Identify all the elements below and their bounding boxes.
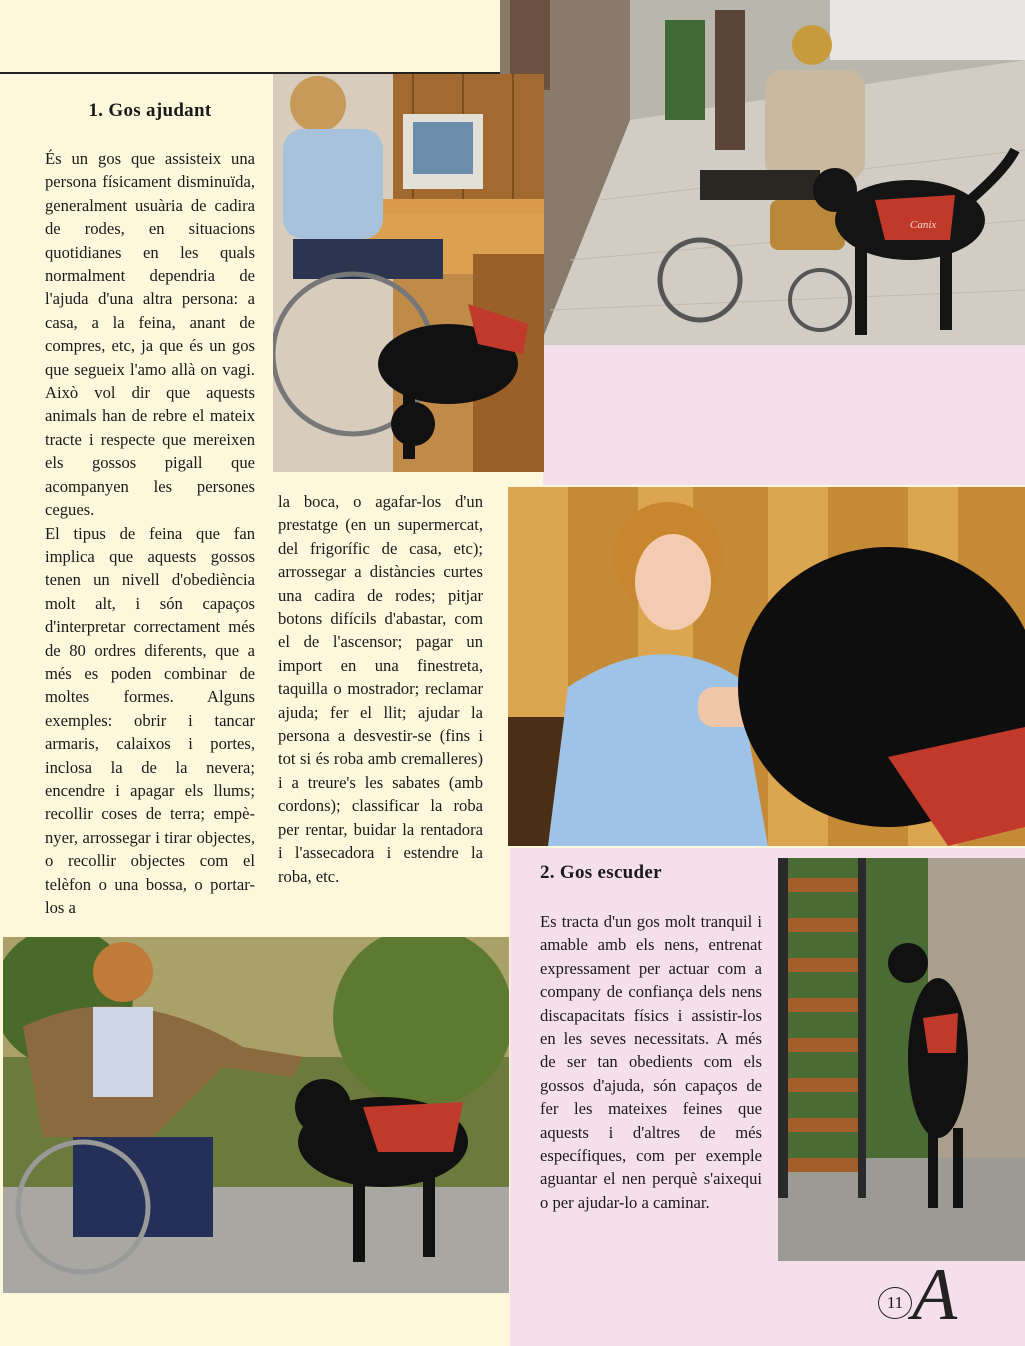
header-rule [0,0,500,72]
section1-column-right [278,490,483,888]
photo-dog-pulling-jacket [3,937,509,1293]
section2-paragraph-1: Es tracta d'un gos molt tranquil i amable amb els nens, entrenat expressament per actuar com a company de confiança dels nens discapacitats físics i assistir-los en les seves necessitats. A més de ser tan obedients com els gossos d'ajuda, són capaços de fer les mateixes feines que aquests i d'altres de més específiques, com per exemple aguantar el nen perquè s'aixequi o per ajudar-lo a caminar. [540,912,762,1212]
section2-heading: 2. Gos escuder [540,862,662,883]
vest-logo-text: Canix [910,219,937,231]
section2-column [540,910,762,1214]
photo-desk-computer [273,74,544,472]
section1-heading: 1. Gos ajudant [88,100,212,121]
photo-dog-jumping-gate [778,858,1025,1261]
section1-paragraph-2: El tipus de feina que fan implica que aquests gossos tenen un nivell d'obediència molt alt, i són capaços d'interpretar correctament més de 80 ordres diferents, que a més es poden combinar de moltes formes. Alguns exemples: obrir i tancar armaris, calaixos i portes, inclosa la de la nevera; encendre i apagar els llums; recollir coses de terra; empè-nyer, arrossegar i tirar objectes, o recollir objectes com el telèfon o una bossa, o portar-los a [45,523,255,917]
page-number-badge [878,1287,912,1319]
magazine-logo-letter: A [912,1254,958,1336]
photo-street-wheelchair [500,0,1025,345]
photo-dog-holding-can [508,487,1025,846]
section1-column-left [45,147,255,919]
page-number: 11 [886,1293,904,1312]
pink-panel-top-right [543,345,1025,485]
section1-paragraph-1: És un gos que assisteix una persona físicament disminuïda, generalment usuària de cadira de rodes, en situacions quotidianes en les quals normalment dependria de l'ajuda d'una altra persona: a casa, a la feina, anant de compres, etc, ja que és un gos que segueix l'amo allà on vagi. Això vol dir que aquests animals han de rebre el mateix tracte i respecte que mereixen els gossos pigall que acompanyen les persones cegues. [45,149,255,520]
section1-paragraph-3: la boca, o agafar-los d'un prestatge (en un supermercat, del frigorífic de casa, etc); arrossegar a distàncies curtes una cadira de rodes; pitjar botons difícils d'abastar, com el de l'ascensor; pagar un import en una finestreta, taquilla o mostrador; reclamar ajuda; fer el llit; ajudar la persona a desvestir-se (fins i tot si és roba amb cremalleres) i a treure's les sabates (amb cordons); classificar la roba per rentar, buidar la rentadora i l'assecadora i estendre la roba, etc. [278,492,483,886]
